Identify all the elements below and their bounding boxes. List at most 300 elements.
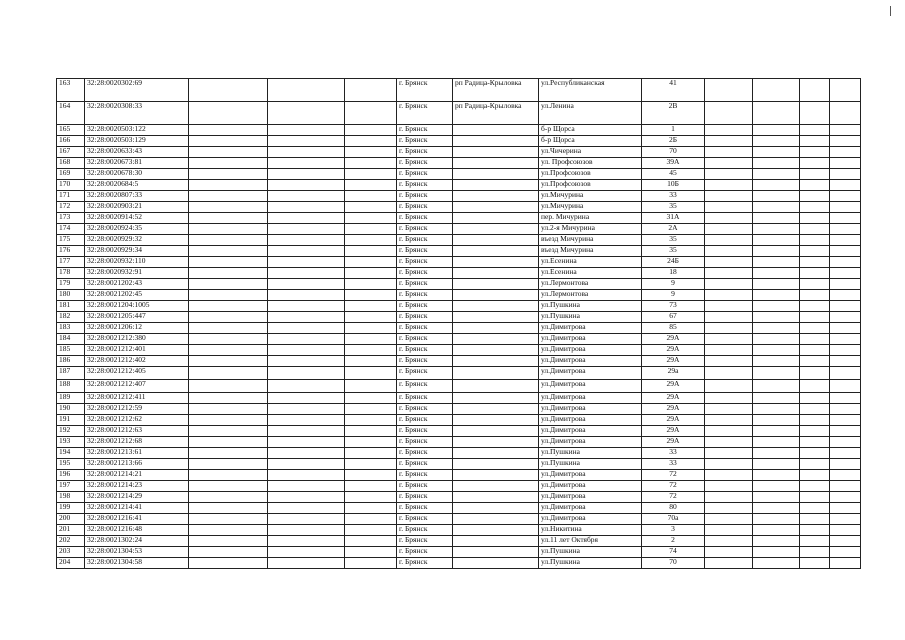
- cell-settlement: [453, 345, 539, 356]
- cell-num: 198: [57, 492, 85, 503]
- cell-settlement: [453, 301, 539, 312]
- cell-c13: [830, 224, 861, 235]
- cell-c4: [268, 492, 345, 503]
- cell-settlement: [453, 191, 539, 202]
- cell-cadastral: 32:28:0020678:30: [85, 169, 189, 180]
- table-row: [57, 345, 861, 356]
- cell-c11: [753, 393, 800, 404]
- cell-c3: [189, 125, 268, 136]
- cell-cadastral: 32:28:0021212:62: [85, 415, 189, 426]
- cell-cadastral: 32:28:0020633:43: [85, 147, 189, 158]
- cell-num: 195: [57, 459, 85, 470]
- cell-num: 191: [57, 415, 85, 426]
- cell-settlement: рп Радица-Крыловка: [453, 102, 539, 125]
- cell-settlement: [453, 169, 539, 180]
- cell-settlement: [453, 279, 539, 290]
- cell-c4: [268, 79, 345, 102]
- cell-street: ул.Димитрова: [539, 470, 642, 481]
- cell-c5: [345, 290, 397, 301]
- cell-street: ул.Димитрова: [539, 437, 642, 448]
- cell-c5: [345, 415, 397, 426]
- cell-c11: [753, 323, 800, 334]
- cell-settlement: [453, 125, 539, 136]
- cell-c10: [705, 470, 753, 481]
- cell-c11: [753, 169, 800, 180]
- cell-city: г. Брянск: [397, 180, 453, 191]
- cell-c3: [189, 290, 268, 301]
- cell-street: ул.Пушкина: [539, 301, 642, 312]
- cell-c10: [705, 356, 753, 367]
- cell-city: г. Брянск: [397, 547, 453, 558]
- cell-cadastral: 32:28:0020929:32: [85, 235, 189, 246]
- cell-settlement: [453, 180, 539, 191]
- cell-c13: [830, 290, 861, 301]
- cell-c11: [753, 224, 800, 235]
- cell-num: 175: [57, 235, 85, 246]
- cell-c10: [705, 536, 753, 547]
- table-row: [57, 415, 861, 426]
- cell-street: ул.Димитрова: [539, 481, 642, 492]
- cell-c11: [753, 268, 800, 279]
- cell-c10: [705, 547, 753, 558]
- cell-c12: [800, 301, 830, 312]
- cell-street: ул.Профсоюзов: [539, 169, 642, 180]
- cell-house: 41: [642, 79, 705, 102]
- cell-c3: [189, 102, 268, 125]
- cell-c4: [268, 356, 345, 367]
- table-row: [57, 558, 861, 569]
- cell-c13: [830, 202, 861, 213]
- cell-settlement: [453, 367, 539, 380]
- cell-num: 181: [57, 301, 85, 312]
- cell-street: ул.Димитрова: [539, 323, 642, 334]
- cell-c11: [753, 481, 800, 492]
- cell-c5: [345, 312, 397, 323]
- cell-num: 193: [57, 437, 85, 448]
- cell-c3: [189, 492, 268, 503]
- cell-c10: [705, 345, 753, 356]
- cell-street: б-р Щорса: [539, 125, 642, 136]
- cell-c12: [800, 102, 830, 125]
- cell-c11: [753, 367, 800, 380]
- cell-house: 70: [642, 558, 705, 569]
- cell-house: 70а: [642, 514, 705, 525]
- cell-settlement: [453, 356, 539, 367]
- cell-house: 80: [642, 503, 705, 514]
- cell-settlement: [453, 426, 539, 437]
- cell-c3: [189, 437, 268, 448]
- cell-c12: [800, 558, 830, 569]
- cell-c5: [345, 356, 397, 367]
- cell-house: 1: [642, 125, 705, 136]
- cell-street: ул. Профсоюзов: [539, 158, 642, 169]
- cell-city: г. Брянск: [397, 191, 453, 202]
- cell-c12: [800, 180, 830, 191]
- cell-c3: [189, 426, 268, 437]
- cell-cadastral: 32:28:0020503:122: [85, 125, 189, 136]
- cell-c12: [800, 514, 830, 525]
- cell-c5: [345, 459, 397, 470]
- cell-c4: [268, 290, 345, 301]
- cell-house: 29А: [642, 356, 705, 367]
- cell-c4: [268, 334, 345, 345]
- cell-street: ул.Димитрова: [539, 503, 642, 514]
- cell-c4: [268, 169, 345, 180]
- cell-num: 163: [57, 79, 85, 102]
- cell-settlement: [453, 235, 539, 246]
- cell-c12: [800, 459, 830, 470]
- table-row: [57, 158, 861, 169]
- cell-c4: [268, 257, 345, 268]
- cell-house: 35: [642, 202, 705, 213]
- cell-settlement: [453, 380, 539, 393]
- cell-settlement: [453, 158, 539, 169]
- table-row: [57, 180, 861, 191]
- table-row: [57, 481, 861, 492]
- cell-c4: [268, 125, 345, 136]
- cell-c10: [705, 558, 753, 569]
- cell-c3: [189, 448, 268, 459]
- cell-num: 197: [57, 481, 85, 492]
- cell-c10: [705, 125, 753, 136]
- cell-c4: [268, 459, 345, 470]
- cell-settlement: [453, 213, 539, 224]
- cell-cadastral: 32:28:0021213:61: [85, 448, 189, 459]
- cell-city: г. Брянск: [397, 79, 453, 102]
- cell-c3: [189, 503, 268, 514]
- cell-c10: [705, 102, 753, 125]
- cell-c3: [189, 79, 268, 102]
- cell-cadastral: 32:28:0021214:41: [85, 503, 189, 514]
- cell-c5: [345, 102, 397, 125]
- cell-settlement: [453, 268, 539, 279]
- cell-settlement: [453, 334, 539, 345]
- cell-c5: [345, 279, 397, 290]
- cell-city: г. Брянск: [397, 301, 453, 312]
- cell-city: г. Брянск: [397, 393, 453, 404]
- cell-c5: [345, 426, 397, 437]
- cell-c10: [705, 136, 753, 147]
- land-plot-table: [56, 78, 861, 569]
- cell-cadastral: 32:28:0021214:23: [85, 481, 189, 492]
- cell-c4: [268, 470, 345, 481]
- cell-street: ул.Лермонтова: [539, 290, 642, 301]
- cell-c12: [800, 79, 830, 102]
- cell-num: 164: [57, 102, 85, 125]
- cell-c10: [705, 503, 753, 514]
- cell-c11: [753, 356, 800, 367]
- cell-street: ул.Есенина: [539, 268, 642, 279]
- cell-c11: [753, 191, 800, 202]
- cell-c10: [705, 459, 753, 470]
- cell-c12: [800, 268, 830, 279]
- cell-cadastral: 32:28:0021212:68: [85, 437, 189, 448]
- cell-cadastral: 32:28:0020503:129: [85, 136, 189, 147]
- cell-street: ул.Димитрова: [539, 356, 642, 367]
- cell-c11: [753, 536, 800, 547]
- cell-house: 45: [642, 169, 705, 180]
- cell-c12: [800, 147, 830, 158]
- cell-cadastral: 32:28:0020684:5: [85, 180, 189, 191]
- cell-c11: [753, 492, 800, 503]
- table-row: [57, 459, 861, 470]
- cell-house: 31А: [642, 213, 705, 224]
- table-row: [57, 547, 861, 558]
- cell-city: г. Брянск: [397, 312, 453, 323]
- cell-c4: [268, 180, 345, 191]
- cell-house: 73: [642, 301, 705, 312]
- cell-c10: [705, 246, 753, 257]
- cell-c12: [800, 536, 830, 547]
- cell-c3: [189, 246, 268, 257]
- cell-c11: [753, 448, 800, 459]
- cell-c3: [189, 268, 268, 279]
- cell-house: 33: [642, 191, 705, 202]
- cell-street: ул.Пушкина: [539, 448, 642, 459]
- table-row: [57, 191, 861, 202]
- cell-city: г. Брянск: [397, 470, 453, 481]
- table-row: [57, 437, 861, 448]
- cell-c10: [705, 235, 753, 246]
- cell-settlement: [453, 536, 539, 547]
- cell-c5: [345, 547, 397, 558]
- cell-c13: [830, 404, 861, 415]
- cell-c13: [830, 79, 861, 102]
- cell-c5: [345, 536, 397, 547]
- cell-c10: [705, 323, 753, 334]
- cell-settlement: [453, 558, 539, 569]
- cell-c11: [753, 136, 800, 147]
- cell-c4: [268, 393, 345, 404]
- cell-c11: [753, 301, 800, 312]
- cell-c5: [345, 191, 397, 202]
- cell-c13: [830, 323, 861, 334]
- cell-c5: [345, 345, 397, 356]
- table-row: [57, 323, 861, 334]
- cell-settlement: [453, 290, 539, 301]
- cell-city: г. Брянск: [397, 481, 453, 492]
- cell-c4: [268, 525, 345, 536]
- cell-c13: [830, 448, 861, 459]
- table-row: [57, 202, 861, 213]
- cell-c5: [345, 268, 397, 279]
- cell-house: 85: [642, 323, 705, 334]
- cell-city: г. Брянск: [397, 235, 453, 246]
- cell-cadastral: 32:28:0020302:69: [85, 79, 189, 102]
- cell-cadastral: 32:28:0021212:59: [85, 404, 189, 415]
- table-row: [57, 290, 861, 301]
- cell-street: ул.Никитина: [539, 525, 642, 536]
- cell-settlement: [453, 136, 539, 147]
- cell-city: г. Брянск: [397, 323, 453, 334]
- cell-house: 10Б: [642, 180, 705, 191]
- cell-c12: [800, 426, 830, 437]
- cell-c13: [830, 169, 861, 180]
- cell-cadastral: 32:28:0021216:41: [85, 514, 189, 525]
- cell-c13: [830, 481, 861, 492]
- cell-c11: [753, 470, 800, 481]
- cell-c3: [189, 169, 268, 180]
- cell-c10: [705, 437, 753, 448]
- cell-c4: [268, 312, 345, 323]
- cell-c11: [753, 180, 800, 191]
- table-body: [57, 79, 861, 569]
- cell-c4: [268, 514, 345, 525]
- table-row: [57, 367, 861, 380]
- cell-c5: [345, 125, 397, 136]
- cell-c12: [800, 503, 830, 514]
- cell-cadastral: 32:28:0021212:402: [85, 356, 189, 367]
- cell-settlement: [453, 323, 539, 334]
- cell-c5: [345, 202, 397, 213]
- cell-c13: [830, 213, 861, 224]
- cell-house: 29А: [642, 426, 705, 437]
- cell-cadastral: 32:28:0021214:21: [85, 470, 189, 481]
- table-row: [57, 470, 861, 481]
- cell-city: г. Брянск: [397, 503, 453, 514]
- cell-c12: [800, 224, 830, 235]
- cell-c12: [800, 367, 830, 380]
- cell-c13: [830, 235, 861, 246]
- cell-c12: [800, 356, 830, 367]
- cell-c10: [705, 279, 753, 290]
- cell-num: 203: [57, 547, 85, 558]
- cell-city: г. Брянск: [397, 290, 453, 301]
- cell-city: г. Брянск: [397, 536, 453, 547]
- cell-c13: [830, 492, 861, 503]
- cell-cadastral: 32:28:0021212:411: [85, 393, 189, 404]
- cell-cadastral: 32:28:0021304:53: [85, 547, 189, 558]
- cell-c12: [800, 492, 830, 503]
- table-row: [57, 125, 861, 136]
- table-row: [57, 102, 861, 125]
- cell-c10: [705, 79, 753, 102]
- cell-c4: [268, 547, 345, 558]
- cell-street: въезд Мичурина: [539, 246, 642, 257]
- cell-street: ул.Димитрова: [539, 415, 642, 426]
- cell-c11: [753, 125, 800, 136]
- cell-c4: [268, 268, 345, 279]
- cell-settlement: [453, 492, 539, 503]
- cell-settlement: [453, 246, 539, 257]
- cell-street: въезд Мичурина: [539, 235, 642, 246]
- cell-house: 33: [642, 448, 705, 459]
- cell-c5: [345, 503, 397, 514]
- cell-settlement: [453, 525, 539, 536]
- cell-cadastral: 32:28:0021202:43: [85, 279, 189, 290]
- cell-c10: [705, 404, 753, 415]
- cell-c12: [800, 290, 830, 301]
- cell-city: г. Брянск: [397, 448, 453, 459]
- cell-settlement: [453, 147, 539, 158]
- cell-c12: [800, 202, 830, 213]
- table-row: [57, 503, 861, 514]
- cell-c5: [345, 246, 397, 257]
- cell-c3: [189, 536, 268, 547]
- cell-settlement: [453, 547, 539, 558]
- cell-c3: [189, 334, 268, 345]
- cell-street: ул.2-я Мичурина: [539, 224, 642, 235]
- cell-c10: [705, 169, 753, 180]
- cell-c12: [800, 136, 830, 147]
- table-row: [57, 448, 861, 459]
- cell-settlement: [453, 503, 539, 514]
- cell-c11: [753, 147, 800, 158]
- cell-c12: [800, 323, 830, 334]
- cell-cadastral: 32:28:0021212:405: [85, 367, 189, 380]
- cell-c11: [753, 404, 800, 415]
- cell-cadastral: 32:28:0021302:24: [85, 536, 189, 547]
- cell-c11: [753, 290, 800, 301]
- cell-cadastral: 32:28:0020932:91: [85, 268, 189, 279]
- cell-c11: [753, 158, 800, 169]
- cell-settlement: [453, 437, 539, 448]
- cell-c3: [189, 459, 268, 470]
- cell-house: 29А: [642, 393, 705, 404]
- cell-c13: [830, 470, 861, 481]
- cell-num: 173: [57, 213, 85, 224]
- cell-street: ул.Пушкина: [539, 547, 642, 558]
- cell-house: 72: [642, 481, 705, 492]
- cell-c5: [345, 169, 397, 180]
- cell-num: 166: [57, 136, 85, 147]
- cell-c10: [705, 393, 753, 404]
- cell-c3: [189, 323, 268, 334]
- cell-num: 190: [57, 404, 85, 415]
- cell-street: пер. Мичурина: [539, 213, 642, 224]
- cell-city: г. Брянск: [397, 514, 453, 525]
- cell-c13: [830, 102, 861, 125]
- table-row: [57, 235, 861, 246]
- cell-cadastral: 32:28:0021205:447: [85, 312, 189, 323]
- cell-c5: [345, 481, 397, 492]
- cell-num: 186: [57, 356, 85, 367]
- cell-c4: [268, 437, 345, 448]
- cell-c3: [189, 213, 268, 224]
- cell-c12: [800, 125, 830, 136]
- cell-street: ул.Пушкина: [539, 312, 642, 323]
- cell-c10: [705, 158, 753, 169]
- cell-c3: [189, 180, 268, 191]
- cell-city: г. Брянск: [397, 136, 453, 147]
- cell-street: ул.Димитрова: [539, 393, 642, 404]
- cell-c13: [830, 380, 861, 393]
- cell-street: ул.Республиканская: [539, 79, 642, 102]
- cell-c10: [705, 213, 753, 224]
- cell-c12: [800, 158, 830, 169]
- cell-house: 70: [642, 147, 705, 158]
- table-row: [57, 426, 861, 437]
- cell-house: 29А: [642, 380, 705, 393]
- cell-c13: [830, 246, 861, 257]
- cell-c4: [268, 415, 345, 426]
- cell-num: 167: [57, 147, 85, 158]
- table-row: [57, 514, 861, 525]
- cell-c13: [830, 426, 861, 437]
- cell-num: 199: [57, 503, 85, 514]
- cell-c3: [189, 202, 268, 213]
- cell-c10: [705, 224, 753, 235]
- cell-settlement: [453, 312, 539, 323]
- cell-c3: [189, 301, 268, 312]
- cell-city: г. Брянск: [397, 246, 453, 257]
- table-row: [57, 257, 861, 268]
- cell-city: г. Брянск: [397, 437, 453, 448]
- cell-c4: [268, 380, 345, 393]
- cell-c13: [830, 536, 861, 547]
- cell-c10: [705, 426, 753, 437]
- cell-c5: [345, 393, 397, 404]
